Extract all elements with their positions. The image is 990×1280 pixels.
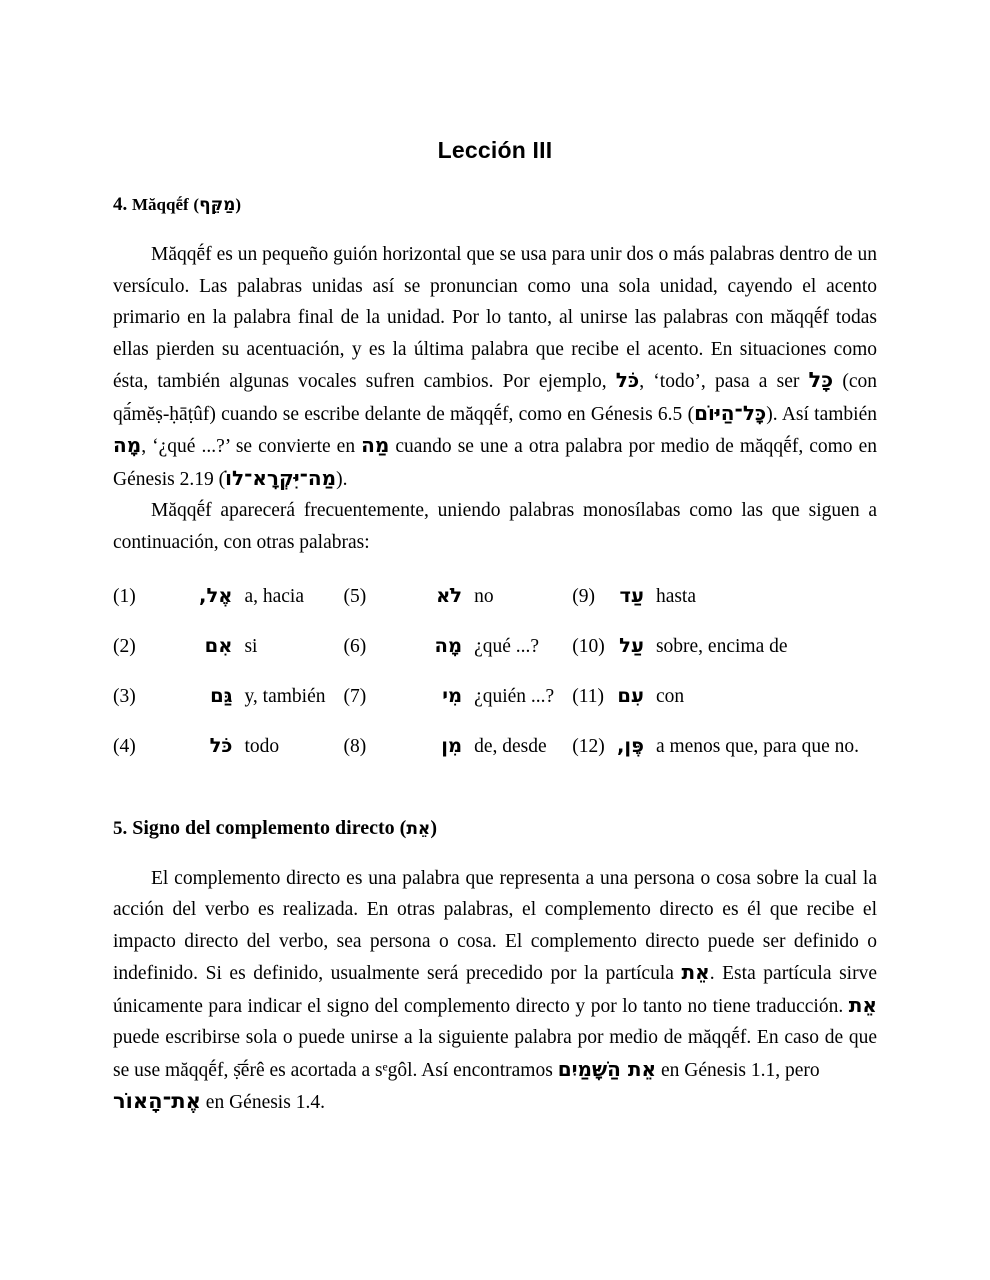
wordlist-number: (12) [572, 736, 605, 758]
wordlist-gloss: ¿qué ...? [474, 636, 540, 658]
wordlist-hebrew: אֶל, [199, 584, 233, 608]
wordlist-hebrew: מִן [441, 734, 463, 758]
wordlist-hebrew: אִם [204, 634, 233, 658]
wordlist-gloss: a, hacia [244, 586, 304, 608]
wordlist-gloss: con [655, 686, 685, 708]
section-4-hebrew-term: מַקֵּף [199, 195, 236, 216]
wordlist-number: (5) [343, 586, 367, 608]
wordlist-number: (3) [113, 686, 136, 708]
section-5-paragraph-1 [113, 863, 877, 1087]
section-5-open-paren: ( [399, 817, 407, 840]
s4-hebrew-mah-qamets: מָה [113, 433, 142, 458]
s5-lastline-text: en Génesis 1.4. [200, 1092, 325, 1114]
wordlist-number: (10) [572, 636, 605, 658]
section-4-paragraph-2: Măqqḗf aparecerá frecuentemente, uniendo palabras monosílabas como las que siguen a continuación, con otras palabras: [113, 500, 877, 553]
wordlist-gloss: y, también [244, 686, 326, 708]
wordlist-hebrew: מִי [442, 684, 463, 708]
wordlist-gloss: a menos que, para que no. [655, 736, 859, 758]
section-4-paragraph-1 [113, 239, 877, 495]
s4-hebrew-mah-yiqra-lo: מַה־יִּקְרָא־לוֹ [225, 465, 337, 490]
page-title: Lección III [437, 137, 553, 163]
wordlist-hebrew: עַד [619, 584, 644, 608]
wordlist-number: (11) [572, 686, 604, 708]
wordlist-hebrew: מָה [434, 634, 463, 658]
wordlist-number: (4) [113, 736, 136, 758]
s4-p1-text-6: cuando se une a otra palabra por medio de măqqḗf, como en Génesis 2.19 ( [113, 436, 877, 490]
wordlist-number: (2) [113, 636, 136, 658]
s5-p1-text-2: . Esta partícula sirve únicamente para indicar el signo del complemento directo y por lo tanto no tiene traducción. [113, 963, 877, 1017]
s5-p1-text-3: puede escribirse sola o puede unirse a la siguiente palabra por medio de măqqḗf. En caso de que se use măqqḗf, ṣ̄ḗrê es acortada a sᵉgôl. Así encontramos [113, 1027, 877, 1081]
wordlist-hebrew: כֹּל [209, 734, 233, 758]
section-4-heading [113, 194, 877, 217]
s4-p1-text-1: Măqqḗf es un pequeño guión horizontal que se usa para unir dos o más palabras dentro de un versículo. Las palabras unidas así se pronuncian como una sola unidad, cayendo el acento primario en la palabra final de la unidad. Por lo tanto, al unirse las palabras con măqqḗf todas ellas pierden su acentuación, y es la última palabra que recibe el acento. En situaciones como ésta, también algunas vocales sufren cambios. Por ejemplo, [113, 244, 877, 393]
wordlist-hebrew: עִם [617, 684, 644, 708]
s5-hebrew-et-2: אֵת [848, 992, 877, 1017]
s5-p1-text-4: en Génesis 1.1, pero [656, 1059, 820, 1081]
section-4-number: 4. [113, 194, 128, 216]
section-4-close-paren: ) [235, 195, 242, 215]
s4-p1-text-3: (con qā́mĕṣ-ḥāṭûf) cuando se escribe delante de măqqḗf, como en Génesis 6.5 ( [113, 371, 877, 425]
wordlist-hebrew: גַּם [210, 684, 233, 708]
section-4-open-paren: ( [193, 195, 200, 215]
section-5-last-line [113, 1086, 877, 1119]
s5-hebrew-et-hashamayim: אֵת הַשָּׁמַיִם [557, 1056, 657, 1081]
s5-hebrew-et-haor: אֶת־הָאוֹר [113, 1089, 201, 1114]
s4-hebrew-kol-qamets: כָּל [808, 368, 834, 393]
hebrew-word-list [113, 584, 877, 784]
section-5-heading [113, 816, 877, 841]
wordlist-gloss: todo [244, 736, 280, 758]
wordlist-hebrew: לֹא [436, 584, 463, 608]
s4-p1-text-5: , ‘¿qué ...?’ se convierte en [141, 436, 362, 458]
table-row [113, 584, 877, 634]
table-row [113, 634, 877, 684]
wordlist-gloss: hasta [655, 586, 697, 608]
s5-p1-text-1: El complemento directo es una palabra que representa a una persona o cosa sobre la cual la acción del verbo es realizada. En otras palabras, el complemento directo es él que recibe el impacto directo del verbo, sea persona o cosa. El complemento directo puede ser definido o indefinido. Si es definido, usualmente será precedido por la partícula [113, 867, 877, 985]
s4-p1-text-4: ). Así también [766, 403, 877, 425]
wordlist-number: (6) [343, 636, 367, 658]
section-5-hebrew-term: אֵת [406, 819, 431, 840]
wordlist-number: (7) [343, 686, 367, 708]
section-4-label: Măqqḗf [132, 195, 189, 215]
table-row [113, 684, 877, 734]
wordlist-gloss: ¿quién ...? [474, 686, 555, 708]
wordlist-gloss: sobre, encima de [655, 636, 788, 658]
s4-p1-text-2: , ‘todo’, pasa a ser [639, 371, 809, 393]
table-row [113, 734, 877, 784]
page-content [113, 0, 877, 1119]
s4-hebrew-kol-hayyom: כָּל־הַיּוֹם [694, 400, 767, 425]
s4-hebrew-mah-patah: מַה [361, 433, 390, 458]
s5-hebrew-et-1: אֵת [681, 960, 710, 985]
section-5-number: 5. [113, 818, 128, 840]
wordlist-number: (1) [113, 586, 136, 608]
wordlist-gloss: si [244, 636, 258, 658]
wordlist-hebrew: עַל [619, 634, 644, 658]
wordlist-number: (9) [572, 586, 595, 608]
wordlist-number: (8) [343, 736, 367, 758]
s4-hebrew-kol-holam: כֹּל [615, 368, 640, 393]
wordlist-gloss: de, desde [474, 736, 547, 758]
wordlist-hebrew: פֶּן, [617, 734, 644, 758]
section-5-label: Signo del complemento directo [132, 817, 395, 840]
wordlist-gloss: no [474, 586, 494, 608]
section-5-close-paren: ) [430, 817, 437, 840]
s4-p1-text-7: ). [336, 468, 348, 490]
